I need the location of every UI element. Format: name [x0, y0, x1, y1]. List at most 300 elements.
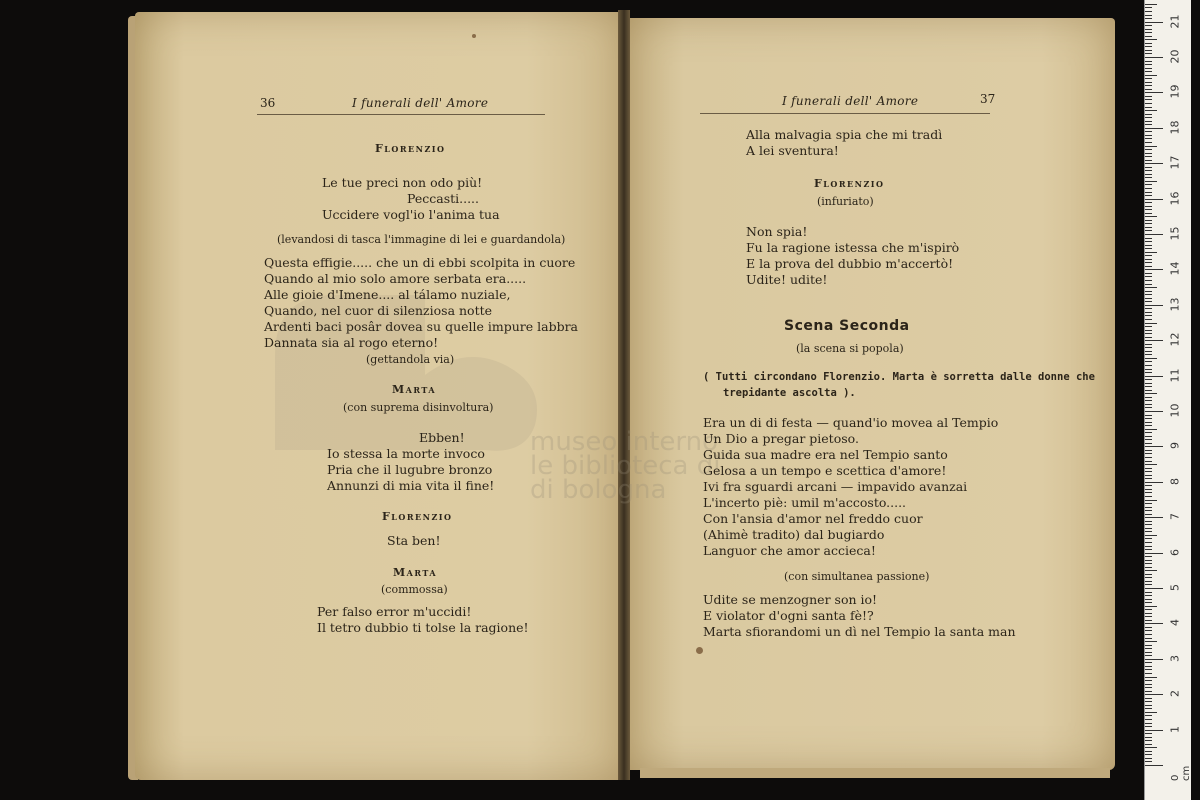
ruler-tick: [1145, 99, 1152, 100]
ruler-tick: [1145, 747, 1157, 748]
verse-line: Ivi fra sguardi arcani — impavido avanzai: [703, 479, 968, 494]
header-rule-left: [257, 114, 545, 115]
ruler-tick: [1145, 461, 1152, 462]
ruler-tick: [1145, 680, 1152, 681]
ruler-tick: [1145, 652, 1152, 653]
verse-line: Pria che il lugubre bronzo: [327, 462, 493, 477]
ruler-tick: [1145, 284, 1152, 285]
stage-direction: (levandosi di tasca l'immagine di lei e guardandola): [277, 233, 566, 246]
verse-line: E la prova del dubbio m'accertò!: [746, 256, 954, 271]
ruler-tick: [1145, 439, 1152, 440]
ruler-tick: [1145, 376, 1163, 377]
ruler-number: 7: [1168, 513, 1182, 521]
ruler-tick: [1145, 616, 1152, 617]
verse-line: Quando al mio solo amore serbata era.....: [264, 271, 527, 286]
ruler-tick: [1145, 390, 1152, 391]
ruler-tick: [1145, 482, 1163, 483]
ruler-tick: [1145, 7, 1152, 8]
verse-line: Un Dio a pregar pietoso.: [703, 431, 859, 446]
ruler-tick: [1145, 64, 1152, 65]
ruler-number: 20: [1168, 49, 1182, 64]
verse-line: Uccidere vogl'io l'anima tua: [322, 207, 500, 222]
ruler-tick: [1145, 110, 1157, 111]
ruler-tick: [1145, 613, 1152, 614]
ruler-tick: [1145, 687, 1152, 688]
verse-line: (Ahimè tradito) dal bugiardo: [703, 527, 885, 542]
ruler-tick: [1145, 153, 1152, 154]
ruler-tick: [1145, 521, 1152, 522]
ruler-tick: [1145, 570, 1157, 571]
ruler-number: 1: [1168, 725, 1182, 733]
stage-direction: (gettandola via): [366, 353, 455, 366]
ruler-tick: [1145, 623, 1163, 624]
ruler-number: 4: [1168, 619, 1182, 627]
ruler-tick: [1145, 673, 1152, 674]
ruler-tick: [1145, 255, 1152, 256]
ruler-tick: [1145, 500, 1157, 501]
ruler-number: 14: [1168, 261, 1182, 276]
verse-line: Per falso error m'uccidi!: [317, 604, 472, 619]
ruler-tick: [1145, 694, 1163, 695]
speaker-name: Florenzio: [814, 177, 885, 190]
verse-line: L'incerto piè: umil m'accosto.....: [703, 495, 907, 510]
ruler-tick: [1145, 393, 1157, 394]
ruler-number: 9: [1168, 442, 1182, 450]
ruler-tick: [1145, 471, 1152, 472]
ruler-tick: [1145, 464, 1157, 465]
ruler-tick: [1145, 751, 1152, 752]
book-gutter: [618, 10, 630, 780]
ruler-tick: [1145, 234, 1163, 235]
ruler-tick: [1145, 641, 1157, 642]
ruler-tick: [1145, 531, 1152, 532]
ruler-tick: [1145, 216, 1157, 217]
ruler-tick: [1145, 567, 1152, 568]
ruler-tick: [1145, 740, 1152, 741]
ruler-tick: [1145, 712, 1157, 713]
ruler-tick: [1145, 369, 1152, 370]
stage-direction: (infuriato): [817, 195, 874, 208]
ruler-tick: [1145, 75, 1157, 76]
ruler-tick: [1145, 546, 1152, 547]
ruler-tick: [1145, 379, 1152, 380]
ruler-tick: [1145, 32, 1152, 33]
ruler-tick: [1145, 758, 1152, 759]
ruler-tick: [1145, 213, 1152, 214]
ruler-tick: [1145, 662, 1152, 663]
ruler-tick: [1145, 698, 1152, 699]
ruler-tick: [1145, 312, 1152, 313]
watermark-line: museo interno: [530, 427, 719, 457]
ruler-tick: [1145, 57, 1163, 58]
ruler-tick: [1145, 227, 1152, 228]
ruler-tick: [1145, 645, 1152, 646]
verse-line: Il tetro dubbio ti tolse la ragione!: [317, 620, 529, 635]
ruler-tick: [1145, 138, 1152, 139]
ruler-tick: [1145, 124, 1152, 125]
ruler-tick: [1145, 238, 1152, 239]
ruler-tick: [1145, 630, 1152, 631]
ruler-tick: [1145, 294, 1152, 295]
ruler-tick: [1145, 15, 1152, 16]
ruler-tick: [1145, 538, 1152, 539]
ruler-tick: [1145, 291, 1152, 292]
ruler-tick: [1145, 733, 1152, 734]
ruler-tick: [1145, 11, 1152, 12]
speaker-name: Florenzio: [382, 510, 453, 523]
ruler-tick: [1145, 276, 1152, 277]
verse-line: Marta sfiorandomi un dì nel Tempio la santa man: [703, 624, 1016, 639]
ruler-tick: [1145, 252, 1157, 253]
ruler-number: 21: [1168, 14, 1182, 29]
verse-line: Alle gioie d'Imene.... al tálamo nuziale,: [264, 287, 511, 302]
ruler-tick: [1145, 107, 1152, 108]
ruler-tick: [1145, 199, 1163, 200]
verse-line: Alla malvagia spia che mi tradì: [746, 127, 943, 142]
ruler-tick: [1145, 71, 1152, 72]
ruler-tick: [1145, 149, 1152, 150]
ruler-tick: [1145, 436, 1152, 437]
ruler-tick: [1145, 121, 1152, 122]
ruler-tick: [1145, 648, 1152, 649]
ruler-tick: [1145, 323, 1157, 324]
ruler-tick: [1145, 365, 1152, 366]
ruler-tick: [1145, 595, 1152, 596]
ruler-tick: [1145, 241, 1152, 242]
ruler-tick: [1145, 269, 1163, 270]
ruler-tick: [1145, 206, 1152, 207]
ruler-tick: [1145, 542, 1152, 543]
ruler-tick: [1145, 627, 1152, 628]
ruler-number: 13: [1168, 297, 1182, 312]
ruler-tick: [1145, 36, 1152, 37]
ruler-tick: [1145, 43, 1152, 44]
ruler-unit-label: 0 cm: [1170, 765, 1192, 781]
ruler-tick: [1145, 315, 1152, 316]
ruler-tick: [1145, 446, 1163, 447]
ruler-tick: [1145, 351, 1152, 352]
ruler-tick: [1145, 556, 1152, 557]
ruler-tick: [1145, 319, 1152, 320]
ruler-tick: [1145, 82, 1152, 83]
ruler-tick: [1145, 167, 1152, 168]
verse-line: Io stessa la morte invoco: [327, 446, 485, 461]
ruler-tick: [1145, 117, 1152, 118]
ruler-tick: [1145, 684, 1152, 685]
ruler-tick: [1145, 220, 1152, 221]
ruler-tick: [1145, 333, 1152, 334]
running-head-left: I funerali dell' Amore: [352, 96, 489, 110]
verse-line: Ardenti baci posâr dovea su quelle impure labbra: [264, 319, 579, 334]
ruler-tick: [1145, 514, 1152, 515]
ruler-number: 3: [1168, 654, 1182, 662]
ruler-tick: [1145, 160, 1152, 161]
ruler-tick: [1145, 577, 1152, 578]
verse-line: Fu la ragione istessa che m'ispirò: [746, 240, 960, 255]
header-rule-right: [700, 113, 990, 114]
ruler-tick: [1145, 429, 1157, 430]
ruler-tick: [1145, 25, 1152, 26]
ruler-tick: [1145, 308, 1152, 309]
ruler-tick: [1145, 503, 1152, 504]
ruler-tick: [1145, 620, 1152, 621]
ruler-tick: [1145, 528, 1152, 529]
ruler-tick: [1145, 230, 1152, 231]
ruler-tick: [1145, 156, 1152, 157]
ruler-tick: [1145, 592, 1152, 593]
ruler-tick: [1145, 273, 1152, 274]
ruler-tick: [1145, 478, 1152, 479]
ruler-tick: [1145, 245, 1152, 246]
ruler-tick: [1145, 298, 1152, 299]
ruler-number: 6: [1168, 548, 1182, 556]
ruler-tick: [1145, 609, 1152, 610]
ruler-tick: [1145, 418, 1152, 419]
ruler-tick: [1145, 599, 1152, 600]
verse-line: Guida sua madre era nel Tempio santo: [703, 447, 948, 462]
ruler-tick: [1145, 202, 1152, 203]
ruler-number: 17: [1168, 155, 1182, 170]
ruler-tick: [1145, 425, 1152, 426]
ruler-tick: [1145, 209, 1152, 210]
running-head-right: I funerali dell' Amore: [782, 94, 919, 108]
ruler-tick: [1145, 443, 1152, 444]
ruler-tick: [1145, 181, 1157, 182]
ruler-tick: [1145, 287, 1157, 288]
watermark-text: [530, 427, 721, 505]
ruler-tick: [1145, 765, 1163, 766]
ruler-tick: [1145, 563, 1152, 564]
ruler-tick: [1145, 659, 1163, 660]
ruler-tick: [1145, 4, 1157, 5]
ruler-number: 2: [1168, 690, 1182, 698]
ruler-tick: [1145, 358, 1157, 359]
ruler-tick: [1145, 184, 1152, 185]
ruler-tick: [1145, 128, 1163, 129]
ruler-tick: [1145, 135, 1152, 136]
ruler-tick: [1145, 259, 1152, 260]
ruler-tick: [1145, 78, 1152, 79]
ruler-tick: [1145, 730, 1163, 731]
ruler-tick: [1145, 61, 1152, 62]
verse-line: Con l'ansia d'amor nel freddo cuor: [703, 511, 923, 526]
ruler-tick: [1145, 691, 1152, 692]
ruler-tick: [1145, 415, 1152, 416]
ruler-tick: [1145, 114, 1152, 115]
ruler-tick: [1145, 344, 1152, 345]
ruler-tick: [1145, 524, 1152, 525]
watermark-line: di bologna: [530, 475, 667, 505]
verse-line: Quando, nel cuor di silenziosa notte: [264, 303, 493, 318]
ruler-tick: [1145, 475, 1152, 476]
ruler-tick: [1145, 726, 1152, 727]
ruler-tick: [1145, 581, 1152, 582]
ruler-tick: [1145, 492, 1152, 493]
ruler-tick: [1145, 53, 1152, 54]
verse-line: Ebben!: [419, 430, 465, 445]
ruler-tick: [1145, 372, 1152, 373]
verse-line: Dannata sia al rogo eterno!: [264, 335, 439, 350]
ruler-tick: [1145, 305, 1163, 306]
ruler-tick: [1145, 262, 1152, 263]
ruler-tick: [1145, 744, 1152, 745]
ruler-tick: [1145, 411, 1163, 412]
ruler-number: 11: [1168, 368, 1182, 383]
page-number-left: 36: [260, 96, 276, 110]
verse-line: Annunzi di mia vita il fine!: [327, 478, 495, 493]
ruler-tick: [1145, 666, 1152, 667]
ruler-tick: [1145, 85, 1152, 86]
ruler-tick: [1145, 174, 1152, 175]
ruler-tick: [1145, 400, 1152, 401]
ruler-tick: [1145, 655, 1152, 656]
paper-stain: [696, 647, 703, 654]
ruler-tick: [1145, 584, 1152, 585]
ruler-tick: [1145, 723, 1152, 724]
ruler-tick: [1145, 248, 1152, 249]
ruler-tick: [1145, 266, 1152, 267]
ruler-tick: [1145, 18, 1152, 19]
stage-direction: ( Tutti circondano Florenzio. Marta è sorretta dalle donne che: [703, 371, 1095, 383]
verse-line: Questa effigie..... che un di ebbi scolpita in cuore: [264, 255, 576, 270]
verse-line: Languor che amor accieca!: [703, 543, 876, 558]
ruler-tick: [1145, 761, 1152, 762]
ruler-tick: [1145, 574, 1152, 575]
ruler-number: 18: [1168, 120, 1182, 135]
verse-line: Le tue preci non odo più!: [322, 175, 483, 190]
page-number-right: 37: [980, 92, 996, 106]
ruler-tick: [1145, 489, 1152, 490]
stage-direction: (commossa): [381, 583, 448, 596]
ruler-tick: [1145, 188, 1152, 189]
ruler-tick: [1145, 468, 1152, 469]
speaker-name: Marta: [393, 566, 438, 579]
stage-direction: (la scena si popola): [796, 342, 904, 355]
ruler-tick: [1145, 708, 1152, 709]
ruler-tick: [1145, 337, 1152, 338]
verse-line: Sta ben!: [387, 533, 441, 548]
ruler-tick: [1145, 496, 1152, 497]
stage-direction: (con suprema disinvoltura): [343, 401, 494, 414]
ruler-tick: [1145, 68, 1152, 69]
ruler-tick: [1145, 457, 1152, 458]
ruler-tick: [1145, 326, 1152, 327]
ruler-tick: [1145, 39, 1157, 40]
verse-line: Non spia!: [746, 224, 808, 239]
ruler-tick: [1145, 705, 1152, 706]
ruler-tick: [1145, 606, 1157, 607]
ruler-tick: [1145, 301, 1152, 302]
ruler-number: 12: [1168, 332, 1182, 347]
ruler-tick: [1145, 602, 1152, 603]
ruler-tick: [1145, 192, 1152, 193]
ruler-tick: [1145, 669, 1152, 670]
ruler-tick: [1145, 383, 1152, 384]
ruler-tick: [1145, 131, 1152, 132]
ruler-tick: [1145, 517, 1163, 518]
ruler-tick: [1145, 170, 1152, 171]
ruler-tick: [1145, 535, 1157, 536]
ruler-tick: [1145, 354, 1152, 355]
ruler-tick: [1145, 560, 1152, 561]
verse-line: Udite! udite!: [746, 272, 828, 287]
ruler-tick: [1145, 50, 1152, 51]
verse-line: Udite se menzogner son io!: [703, 592, 878, 607]
ruler-tick: [1145, 638, 1152, 639]
stage-direction: trepidante ascolta ).: [723, 387, 856, 399]
ruler-tick: [1145, 450, 1152, 451]
ruler-tick: [1145, 22, 1163, 23]
scene-title: Scena Seconda: [784, 318, 910, 334]
ruler-tick: [1145, 280, 1152, 281]
ruler-tick: [1145, 422, 1152, 423]
ruler-number: 19: [1168, 84, 1182, 99]
ruler-tick: [1145, 407, 1152, 408]
verse-line: E violator d'ogni santa fè!?: [703, 608, 874, 623]
ruler-tick: [1145, 404, 1152, 405]
verse-line: Peccasti.....: [407, 191, 480, 206]
ruler-tick: [1145, 507, 1152, 508]
ruler-tick: [1145, 103, 1152, 104]
ruler-tick: [1145, 330, 1152, 331]
ruler-tick: [1145, 386, 1152, 387]
paper-stain: [472, 34, 476, 38]
ruler-tick: [1145, 340, 1163, 341]
page-edge-bottom: [640, 768, 1110, 778]
ruler-tick: [1145, 510, 1152, 511]
verse-line: Gelosa a un tempo e scettica d'amore!: [703, 463, 947, 478]
ruler-number: 8: [1168, 477, 1182, 485]
ruler-tick: [1145, 347, 1152, 348]
ruler-tick: [1145, 453, 1152, 454]
ruler-tick: [1145, 46, 1152, 47]
ruler-tick: [1145, 96, 1152, 97]
ruler-tick: [1145, 89, 1152, 90]
ruler-tick: [1145, 634, 1152, 635]
ruler-tick: [1145, 195, 1152, 196]
ruler-tick: [1145, 92, 1163, 93]
ruler-tick: [1145, 485, 1152, 486]
ruler-tick: [1145, 177, 1152, 178]
ruler-number: 16: [1168, 191, 1182, 206]
ruler-tick: [1145, 754, 1152, 755]
ruler-number: 15: [1168, 226, 1182, 241]
ruler-tick: [1145, 588, 1163, 589]
ruler-tick: [1145, 163, 1163, 164]
ruler-tick: [1145, 146, 1157, 147]
ruler-tick: [1145, 549, 1152, 550]
ruler-tick: [1145, 223, 1152, 224]
ruler-tick: [1145, 715, 1152, 716]
ruler-tick: [1145, 701, 1152, 702]
verse-line: A lei sventura!: [746, 143, 839, 158]
speaker-name: Florenzio: [375, 142, 446, 155]
watermark-line: le biblioteca di: [530, 451, 721, 481]
ruler-tick: [1145, 677, 1157, 678]
ruler-tick: [1145, 142, 1152, 143]
speaker-name: Marta: [392, 383, 437, 396]
ruler-tick: [1145, 29, 1152, 30]
ruler-tick: [1145, 397, 1152, 398]
stage-direction: (con simultanea passione): [784, 570, 930, 583]
ruler-number: 5: [1168, 584, 1182, 591]
ruler-tick: [1145, 553, 1163, 554]
ruler-tick: [1145, 361, 1152, 362]
verse-line: Era un di di festa — quand'io movea al Tempio: [703, 415, 999, 430]
ruler-tick: [1145, 719, 1152, 720]
measurement-ruler: [1144, 0, 1191, 800]
ruler-tick: [1145, 432, 1152, 433]
